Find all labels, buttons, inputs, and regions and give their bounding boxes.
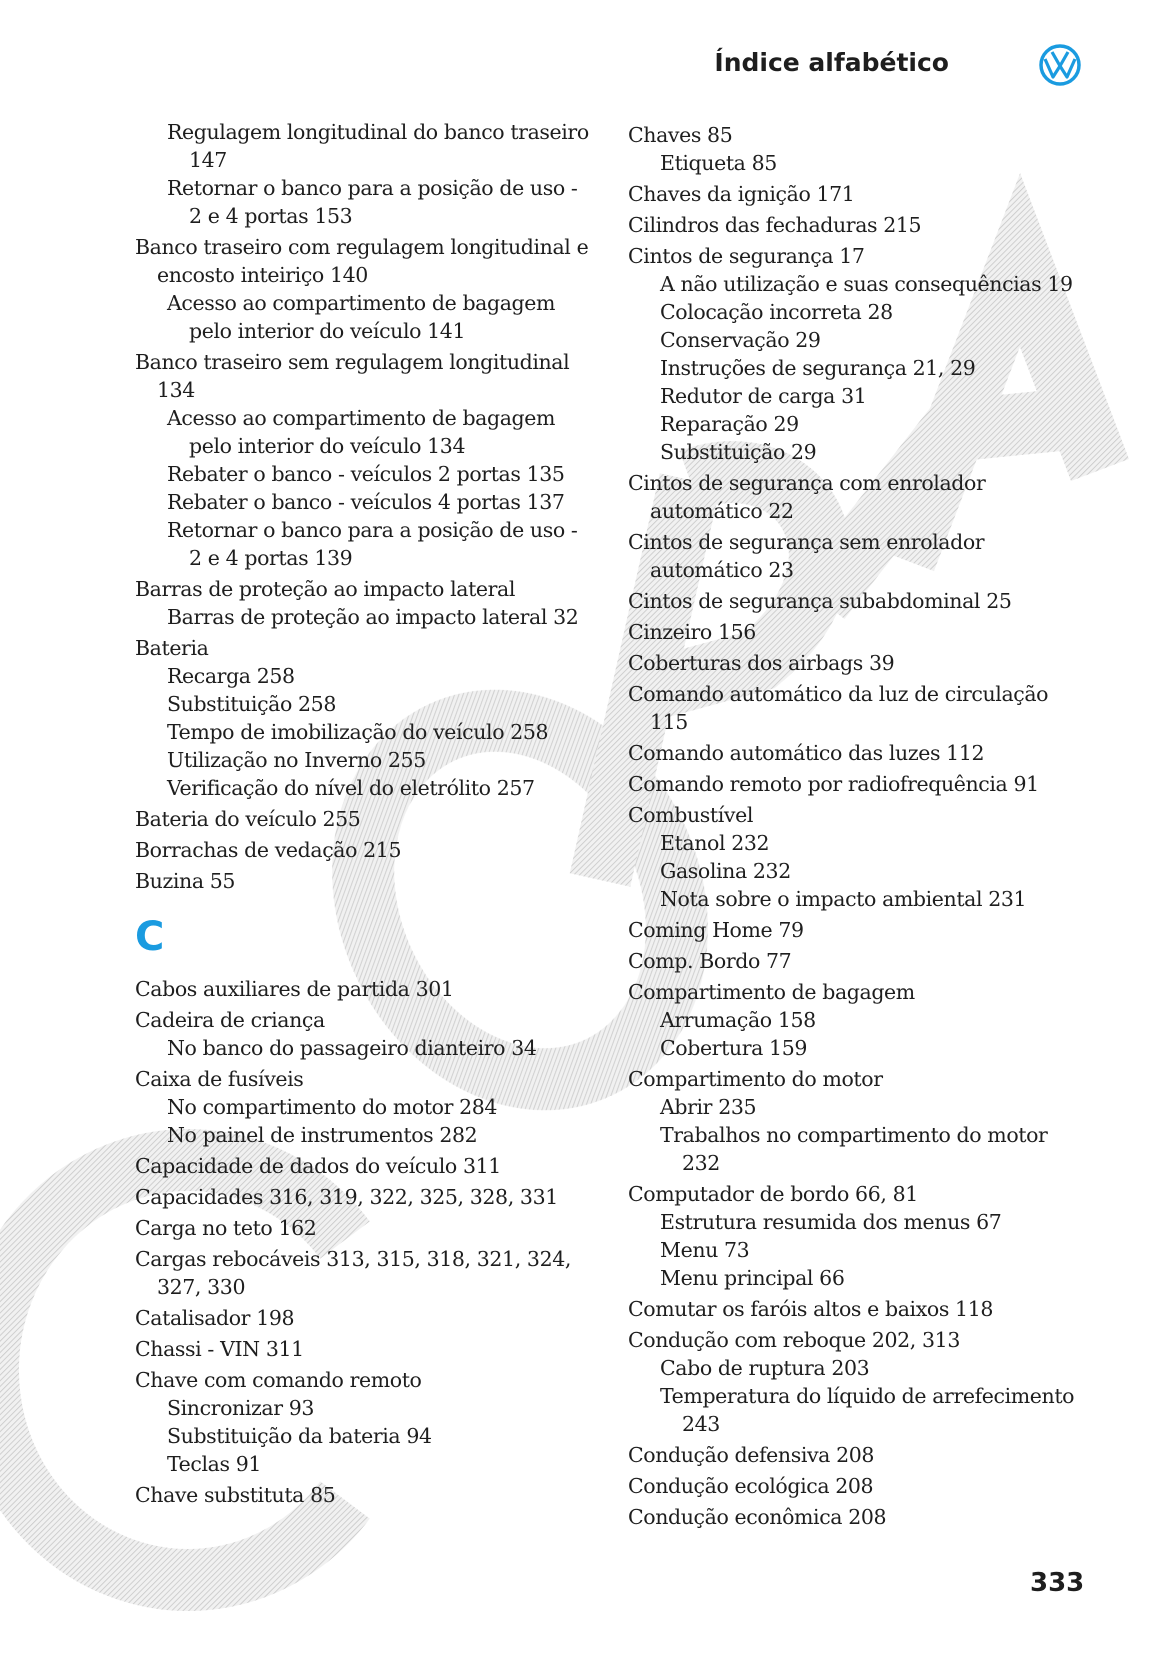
index-subentry: Temperatura do líquido de arrefecimento 243 xyxy=(660,1384,1075,1436)
index-subentry: Gasolina 232 xyxy=(660,859,791,883)
index-entry: Comutar os faróis altos e baixos 118 xyxy=(628,1297,993,1321)
index-subentry: Abrir 235 xyxy=(660,1095,757,1119)
index-subentry: A não utilização e suas consequências 19 xyxy=(660,272,1073,296)
index-entry: Compartimento de bagagem xyxy=(628,980,915,1004)
index-entry: Comando remoto por radiofrequência 91 xyxy=(628,772,1039,796)
index-entry: Chave com comando remoto xyxy=(135,1368,422,1392)
index-entry: Condução ecológica 208 xyxy=(628,1474,874,1498)
index-subentry: Verificação do nível do eletrólito 257 xyxy=(167,776,535,800)
index-subentry: Instruções de segurança 21, 29 xyxy=(660,356,976,380)
index-subentry: Colocação incorreta 28 xyxy=(660,300,893,324)
index-entry: Capacidade de dados do veículo 311 xyxy=(135,1154,501,1178)
index-subentry: Substituição 29 xyxy=(660,440,817,464)
index-entry: Comp. Bordo 77 xyxy=(628,949,792,973)
index-entry: Condução com reboque 202, 313 xyxy=(628,1328,960,1352)
index-entry: Cargas rebocáveis 313, 315, 318, 321, 324, 327, 330 xyxy=(135,1247,571,1299)
volkswagen-logo-icon xyxy=(1039,44,1081,86)
index-entry: Chave substituta 85 xyxy=(135,1483,336,1507)
index-subentry: No painel de instrumentos 282 xyxy=(167,1123,478,1147)
index-entry: Comando automático das luzes 112 xyxy=(628,741,985,765)
index-subentry: Etiqueta 85 xyxy=(660,151,777,175)
index-subentry: Retornar o banco para a posição de uso - 2 e 4 portas 153 xyxy=(167,176,578,228)
index-subentry: Menu 73 xyxy=(660,1238,750,1262)
index-subentry: Rebater o banco - veículos 4 portas 137 xyxy=(167,490,565,514)
index-subentry: Barras de proteção ao impacto lateral 32 xyxy=(167,605,579,629)
index-entry: Chassi - VIN 311 xyxy=(135,1337,304,1361)
index-entry: Coming Home 79 xyxy=(628,918,804,942)
index-subentry: Trabalhos no compartimento do motor 232 xyxy=(660,1123,1048,1175)
index-subentry: Substituição da bateria 94 xyxy=(167,1424,432,1448)
index-entry: Cadeira de criança xyxy=(135,1008,325,1032)
index-entry: Cilindros das fechaduras 215 xyxy=(628,213,922,237)
index-entry: Computador de bordo 66, 81 xyxy=(628,1182,918,1206)
index-entry: Catalisador 198 xyxy=(135,1306,295,1330)
index-entry: Barras de proteção ao impacto lateral xyxy=(135,577,516,601)
index-entry: Bateria do veículo 255 xyxy=(135,807,361,831)
index-entry: Banco traseiro sem regulagem longitudinal 134 xyxy=(135,350,570,402)
index-subentry: Etanol 232 xyxy=(660,831,770,855)
index-entry: Comando automático da luz de circulação 115 xyxy=(628,682,1049,734)
section-heading: C xyxy=(135,914,165,960)
index-subentry: Acesso ao compartimento de bagagem pelo interior do veículo 141 xyxy=(167,291,556,343)
index-subentry: Arrumação 158 xyxy=(660,1008,816,1032)
index-subentry: No compartimento do motor 284 xyxy=(167,1095,498,1119)
index-subentry: Regulagem longitudinal do banco traseiro 147 xyxy=(167,120,589,172)
index-subentry: Acesso ao compartimento de bagagem pelo interior do veículo 134 xyxy=(167,406,556,458)
index-entry: Combustível xyxy=(628,803,753,827)
index-subentry: Conservação 29 xyxy=(660,328,821,352)
index-entry: Banco traseiro com regulagem longitudinal e encosto inteiriço 140 xyxy=(135,235,589,287)
index-entry: Compartimento do motor xyxy=(628,1067,883,1091)
page-header-title: Índice alfabético xyxy=(714,48,949,77)
index-entry: Cintos de segurança com enrolador automático 22 xyxy=(628,471,986,523)
index-subentry: Cobertura 159 xyxy=(660,1036,807,1060)
index-entry: Capacidades 316, 319, 322, 325, 328, 331 xyxy=(135,1185,558,1209)
index-entry: Carga no teto 162 xyxy=(135,1216,317,1240)
index-entry: Coberturas dos airbags 39 xyxy=(628,651,895,675)
index-column-left xyxy=(135,118,590,1509)
index-entry: Cintos de segurança sem enrolador automático 23 xyxy=(628,530,985,582)
index-subentry: Utilização no Inverno 255 xyxy=(167,748,426,772)
index-column-right xyxy=(628,118,1088,1531)
index-entry: Cintos de segurança subabdominal 25 xyxy=(628,589,1012,613)
index-entry: Bateria xyxy=(135,636,209,660)
page-number: 333 xyxy=(1030,1568,1085,1598)
index-subentry: Sincronizar 93 xyxy=(167,1396,315,1420)
index-subentry: Menu principal 66 xyxy=(660,1266,845,1290)
index-subentry: Substituição 258 xyxy=(167,692,336,716)
index-subentry: Nota sobre o impacto ambiental 231 xyxy=(660,887,1027,911)
index-subentry: Redutor de carga 31 xyxy=(660,384,867,408)
index-entry: Chaves 85 xyxy=(628,123,733,147)
index-subentry: Reparação 29 xyxy=(660,412,799,436)
index-subentry: Rebater o banco - veículos 2 portas 135 xyxy=(167,462,565,486)
index-entry: Cinzeiro 156 xyxy=(628,620,756,644)
index-subentry: Cabo de ruptura 203 xyxy=(660,1356,870,1380)
index-entry: Buzina 55 xyxy=(135,869,236,893)
index-entry: Borrachas de vedação 215 xyxy=(135,838,402,862)
index-entry: Condução defensiva 208 xyxy=(628,1443,875,1467)
index-entry: Caixa de fusíveis xyxy=(135,1067,304,1091)
index-subentry: Estrutura resumida dos menus 67 xyxy=(660,1210,1002,1234)
index-entry: Chaves da ignição 171 xyxy=(628,182,855,206)
index-subentry: Retornar o banco para a posição de uso - 2 e 4 portas 139 xyxy=(167,518,578,570)
index-entry: Condução econômica 208 xyxy=(628,1505,887,1529)
index-subentry: No banco do passageiro dianteiro 34 xyxy=(167,1036,537,1060)
index-subentry: Teclas 91 xyxy=(167,1452,261,1476)
index-subentry: Tempo de imobilização do veículo 258 xyxy=(167,720,549,744)
index-subentry: Recarga 258 xyxy=(167,664,295,688)
index-entry: Cintos de segurança 17 xyxy=(628,244,865,268)
index-entry: Cabos auxiliares de partida 301 xyxy=(135,977,454,1001)
